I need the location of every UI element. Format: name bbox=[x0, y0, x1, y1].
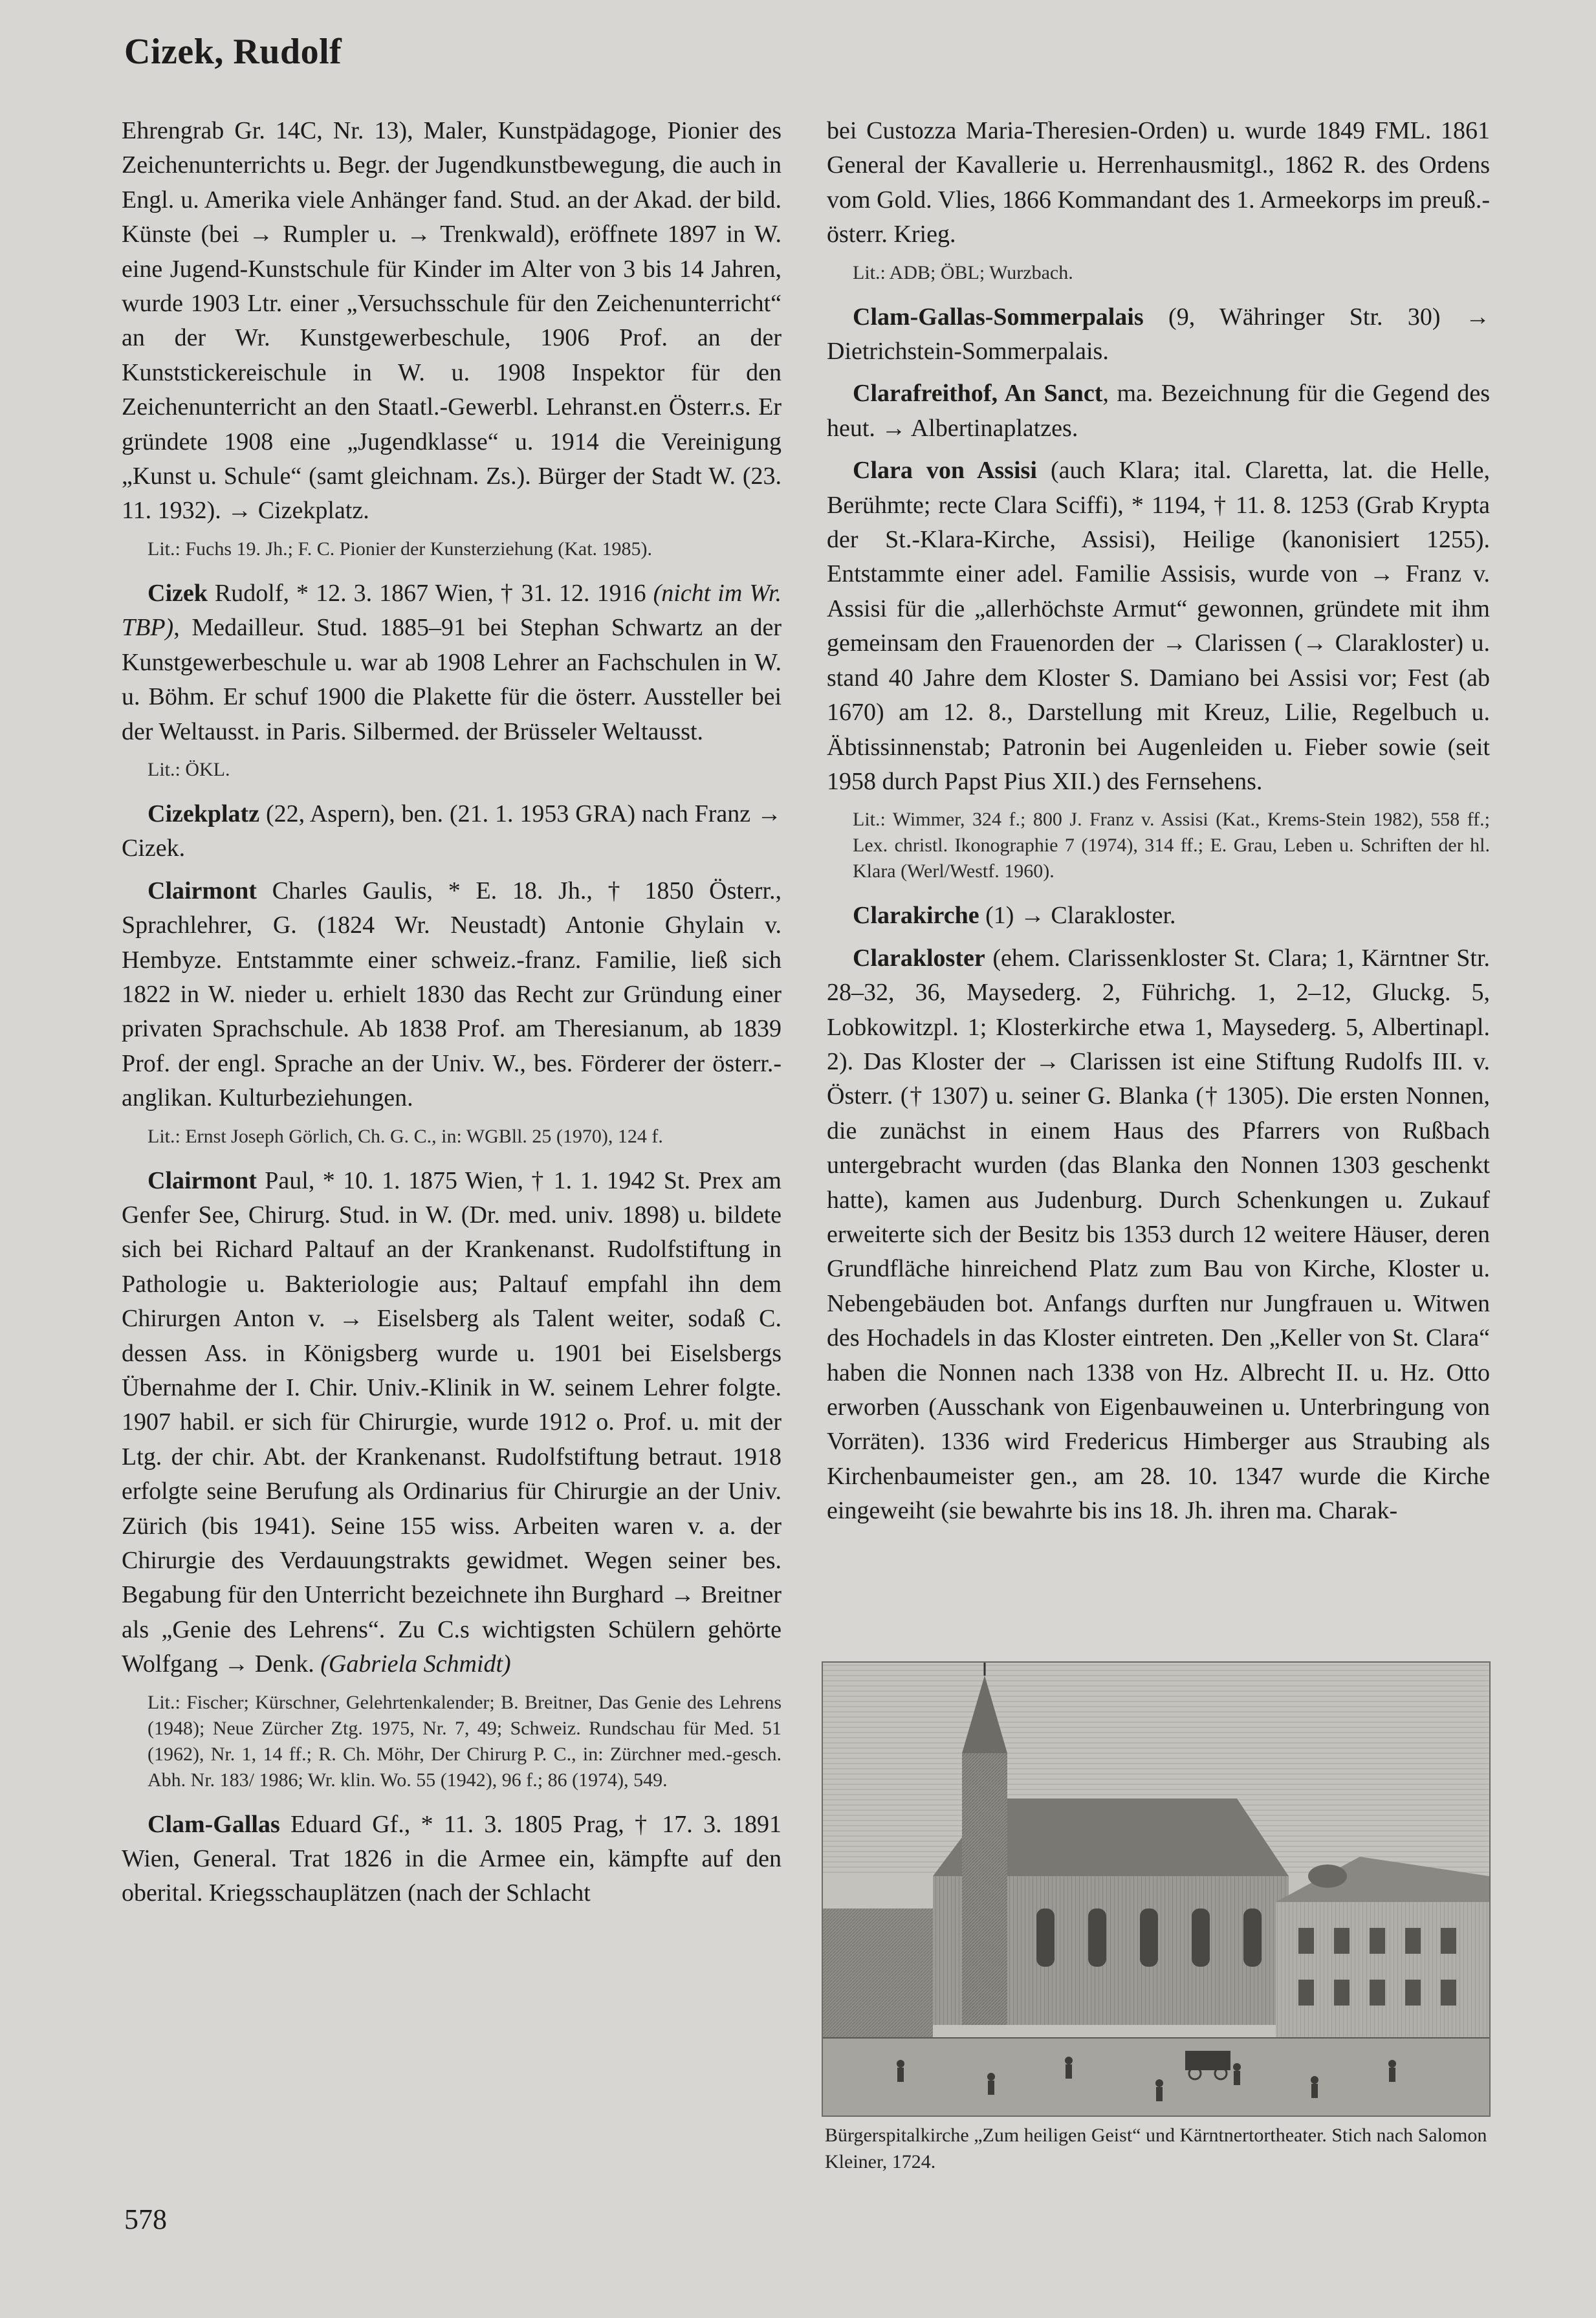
entry-text: (auch Klara; ital. Claretta, lat. die Helle, Berühmte; recte Clara Sciffi), * 1194, † 11. 8. 1253 (Grab Krypta der St.-Klara-Kirche, Assisi), Heilige (kanonisiert 1255). Entstammte einer adel. Familie Assisis, wurde von → Franz v. Assisi für die „allerhöchste Armut“ gewonnen, gründete mit ihm gemeinsam den Frauenorden der → Clarissen (→ Clarakloster) u. stand 40 Jahre dem Kloster S. Damiano bei Assisi vor; Fest (ab 1670) am 12. 8., Darstellung mit Kreuz, Lilie, Regelbuch u. Äbtissinnenstab; Patronin bei Augenleiden u. Fieber sowie (seit 1958 durch Papst Pius XII.) des Fernsehens. bbox=[827, 457, 1490, 795]
entry-text: (22, Aspern), ben. (21. 1. 1953 GRA) nach Franz → Cizek. bbox=[122, 800, 782, 862]
entry-cizek-rudolf-medailleur bbox=[122, 576, 782, 749]
headword: Clarakirche bbox=[853, 902, 979, 930]
headword: Clam-Gallas bbox=[148, 1810, 280, 1838]
literature-note: Lit.: Fuchs 19. Jh.; F. C. Pionier der Kunsterziehung (Kat. 1985). bbox=[148, 538, 653, 560]
engraving-drawing bbox=[823, 1663, 1489, 2116]
entry-text: (ehem. Clarissenkloster St. Clara; 1, Kärntner Str. 28–32, 36, Maysederg. 2, Führichg. 1, 2–12, Gluckg. 5, Lobkowitzpl. 1; Klosterkirche etwa 1, Maysederg. 5, Albertinapl. 2). Das Kloster der → Clarissen ist eine Stiftung Rudolfs III. v. Österr. († 1307) u. seiner G. Blanka († 1305). Die ersten Nonnen, die zunächst in einem Haus des Pfarrers von Rußbach untergebracht wurden (das Blanka den Nonnen 1303 geschenkt hatte), kamen aus Judenburg. Durch Schenkungen u. Zukauf erweiterte sich der Besitz bis 1353 durch 12 weitere Häuser, deren Grundfläche hinreichend Platz zum Bau von Kirche, Kloster u. Nebengebäuden bot. Anfangs durften nur Jungfrauen u. Witwen des Hochadels in das Kloster eintreten. Den „Keller von St. Clara“ haben die Nonnen nach 1338 von Hz. Albrecht II. u. Hz. Otto erworben (Ausschank von Eigenbauweinen u. Unterbringung von Vorräten). 1336 wird Fredericus Himberger aus Straubing als Kirchenbaumeister gen., am 28. 10. 1347 wurde die Kirche eingeweiht (sie bewahrte bis ins 18. Jh. ihren ma. Charak- bbox=[827, 944, 1490, 1525]
headword: Cizek bbox=[148, 579, 208, 607]
entry-cizekplatz bbox=[122, 797, 782, 866]
headword: Cizekplatz bbox=[148, 800, 260, 827]
entry-text: Rudolf, * 12. 3. 1867 Wien, † 31. 12. 1916 bbox=[207, 579, 653, 607]
headword: Clairmont bbox=[148, 877, 257, 904]
entry-text: Eduard Gf., * 11. 3. 1805 Prag, † 17. 3. 1891 Wien, General. Trat 1826 in die Armee ein, kämpfte auf den oberital. Kriegsschauplätzen (nach der Schlacht bbox=[122, 1810, 782, 1907]
literature-note: Lit.: Wimmer, 324 f.; 800 J. Franz v. Assisi (Kat., Krems-Stein 1982), 558 ff.; Lex. christl. Ikonographie 7 (1974), 314 ff.; E. Grau, Leben u. Schriften der hl. Klara (Werl/Westf. 1960). bbox=[853, 809, 1490, 882]
entry-text: , ma. Bezeichnung für die Gegend des heut. → Albertinaplatzes. bbox=[827, 380, 1490, 442]
literature-note: Lit.: ÖKL. bbox=[148, 758, 230, 780]
entry-clara-von-assisi bbox=[827, 454, 1490, 799]
figure-caption: Bürgerspitalkirche „Zum heiligen Geist“ und Kärntnertortheater. Stich nach Salomon Kleiner, 1724. bbox=[825, 2125, 1487, 2172]
entry-text: Paul, * 10. 1. 1875 Wien, † 1. 1. 1942 St. Prex am Genfer See, Chirurg. Stud. in W. (Dr. med. univ. 1898) u. bildete sich bei Richard Paltauf an der Krankenanst. Rudolfstiftung in Pathologie u. Bakteriologie aus; Paltauf empfahl ihn dem Chirurgen Anton v. → Eiselsberg als Talent weiter, sodaß C. dessen Ass. in Königsberg wurde u. 1901 bei Eiselsbergs Übernahme der I. Chir. Univ.-Klinik in W. seinem Lehrer folgte. 1907 habil. er sich für Chirurgie, wurde 1912 o. Prof. u. mit der Ltg. der chir. Abt. der Krankenanst. Rudolfstiftung betraut. 1918 erfolgte seine Berufung als Ordinarius für Chirurgie an der Univ. Zürich (bis 1941). Seine 155 wiss. Arbeiten waren v. a. der Chirurgie des Verdauungstrakts gewidmet. Wegen seiner bes. Begabung für den Unterricht bezeichnete ihn Burghard → Breitner als „Genie des Lehrens“. Zu C.s wichtigsten Schülern gehörte Wolfgang → Denk. bbox=[122, 1166, 782, 1678]
engraving-illustration bbox=[822, 1661, 1491, 2117]
entry-clarafreithof bbox=[827, 377, 1490, 446]
entry-clarakirche bbox=[827, 899, 1490, 933]
headword: Clarafreithof, An Sanct bbox=[853, 380, 1103, 408]
entry-text: , Medailleur. Stud. 1885–91 bei Stephan Schwartz an der Kunstgewerbeschule u. war ab 1908 Lehrer an Fachschulen in W. u. Böhm. Er schuf 1900 die Plakette für die österr. Aussteller bei der Weltausst. in Paris. Silbermed. der Brüsseler Weltausst. bbox=[122, 614, 782, 745]
entry-continuation: Ehrengrab Gr. 14C, Nr. 13), Maler, Kunstpädagoge, Pionier des Zeichenunterrichts u. Begr. der Jugendkunstbewegung, die auch in Engl. u. Amerika viele Anhänger fand. Stud. an der Akad. der bild. Künste (bei → Rumpler u. → Trenkwald), eröffnete 1897 in W. eine Jugend-Kunstschule für Kinder im Alter von 3 bis 14 Jahren, wurde 1903 Ltr. einer „Versuchsschule für den Zeichenunterricht“ an der Wr. Kunstgewerbeschule, 1906 Prof. an der Kunststickereischule in W. u. 1908 Inspektor für den Zeichenunterricht an den Staatl.-Gewerbl. Lehranst.en Österr.s. Er gründete 1908 eine „Jugendklasse“ u. 1914 die Vereinigung „Kunst u. Schule“ (samt gleichnam. Zs.). Bürger der Stadt W. (23. 11. 1932). → Cizekplatz. bbox=[122, 117, 782, 525]
right-column bbox=[827, 114, 1490, 1536]
literature-note: Lit.: Fischer; Kürschner, Gelehrtenkalender; B. Breitner, Das Genie des Lehrens (1948); Neue Zürcher Ztg. 1975, Nr. 7, 49; Schweiz. Rundschau für Med. 51 (1962), Nr. 1, 14 ff.; R. Ch. Möhr, Der Chirurg P. C., in: Zürchner med.-gesch. Abh. Nr. 183/ 1986; Wr. klin. Wo. 55 (1942), 96 f.; 86 (1974), 549. bbox=[148, 1691, 782, 1791]
entry-clam-gallas-eduard bbox=[122, 1808, 782, 1911]
entry-text: Charles Gaulis, * E. 18. Jh., † 1850 Österr., Sprachlehrer, G. (1824 Wr. Neustadt) Antonie Ghylain v. Hembyze. Entstammte einer schweiz.-franz. Familie, ließ sich 1822 in W. nieder u. erhielt 1830 das Recht zur Gründung einer privaten Sprachschule. Ab 1838 Prof. am Theresianum, ab 1839 Prof. der engl. Sprache an der Univ. W., bes. Förderer der österr.-anglikan. Kulturbeziehungen. bbox=[122, 877, 782, 1112]
page-header: Cizek, Rudolf bbox=[124, 32, 342, 72]
headword: Clairmont bbox=[148, 1166, 257, 1194]
entry-clairmont-charles bbox=[122, 874, 782, 1116]
entry-continuation: bei Custozza Maria-Theresien-Orden) u. wurde 1849 FML. 1861 General der Kavallerie u. Herrenhausmitgl., 1862 R. des Ordens vom Gold. Vlies, 1866 Kommandant des 1. Armeekorps im preuß.-österr. Krieg. bbox=[827, 117, 1490, 248]
literature-note: Lit.: ADB; ÖBL; Wurzbach. bbox=[853, 261, 1073, 283]
headword: Clarakloster bbox=[853, 944, 985, 972]
headword: Clara von Assisi bbox=[853, 457, 1037, 485]
entry-clam-gallas-sommerpalais bbox=[827, 300, 1490, 369]
entry-text: (9, Währinger Str. 30) → Dietrichstein-Sommerpalais. bbox=[827, 303, 1490, 366]
left-column bbox=[122, 114, 782, 1919]
entry-author: (Gabriela Schmidt) bbox=[320, 1650, 511, 1678]
entry-claraklo­ster bbox=[827, 941, 1490, 1529]
entry-clairmont-paul bbox=[122, 1164, 782, 1682]
entry-text: (1) → Clarakloster. bbox=[979, 902, 1176, 930]
page-number: 578 bbox=[124, 2203, 167, 2235]
headword: Clam-Gallas-Sommerpalais bbox=[853, 303, 1144, 331]
entry-note-italic: (nicht im Wr. TBP) bbox=[122, 579, 782, 642]
literature-note: Lit.: Ernst Joseph Görlich, Ch. G. C., in: WGBll. 25 (1970), 124 f. bbox=[148, 1125, 663, 1147]
